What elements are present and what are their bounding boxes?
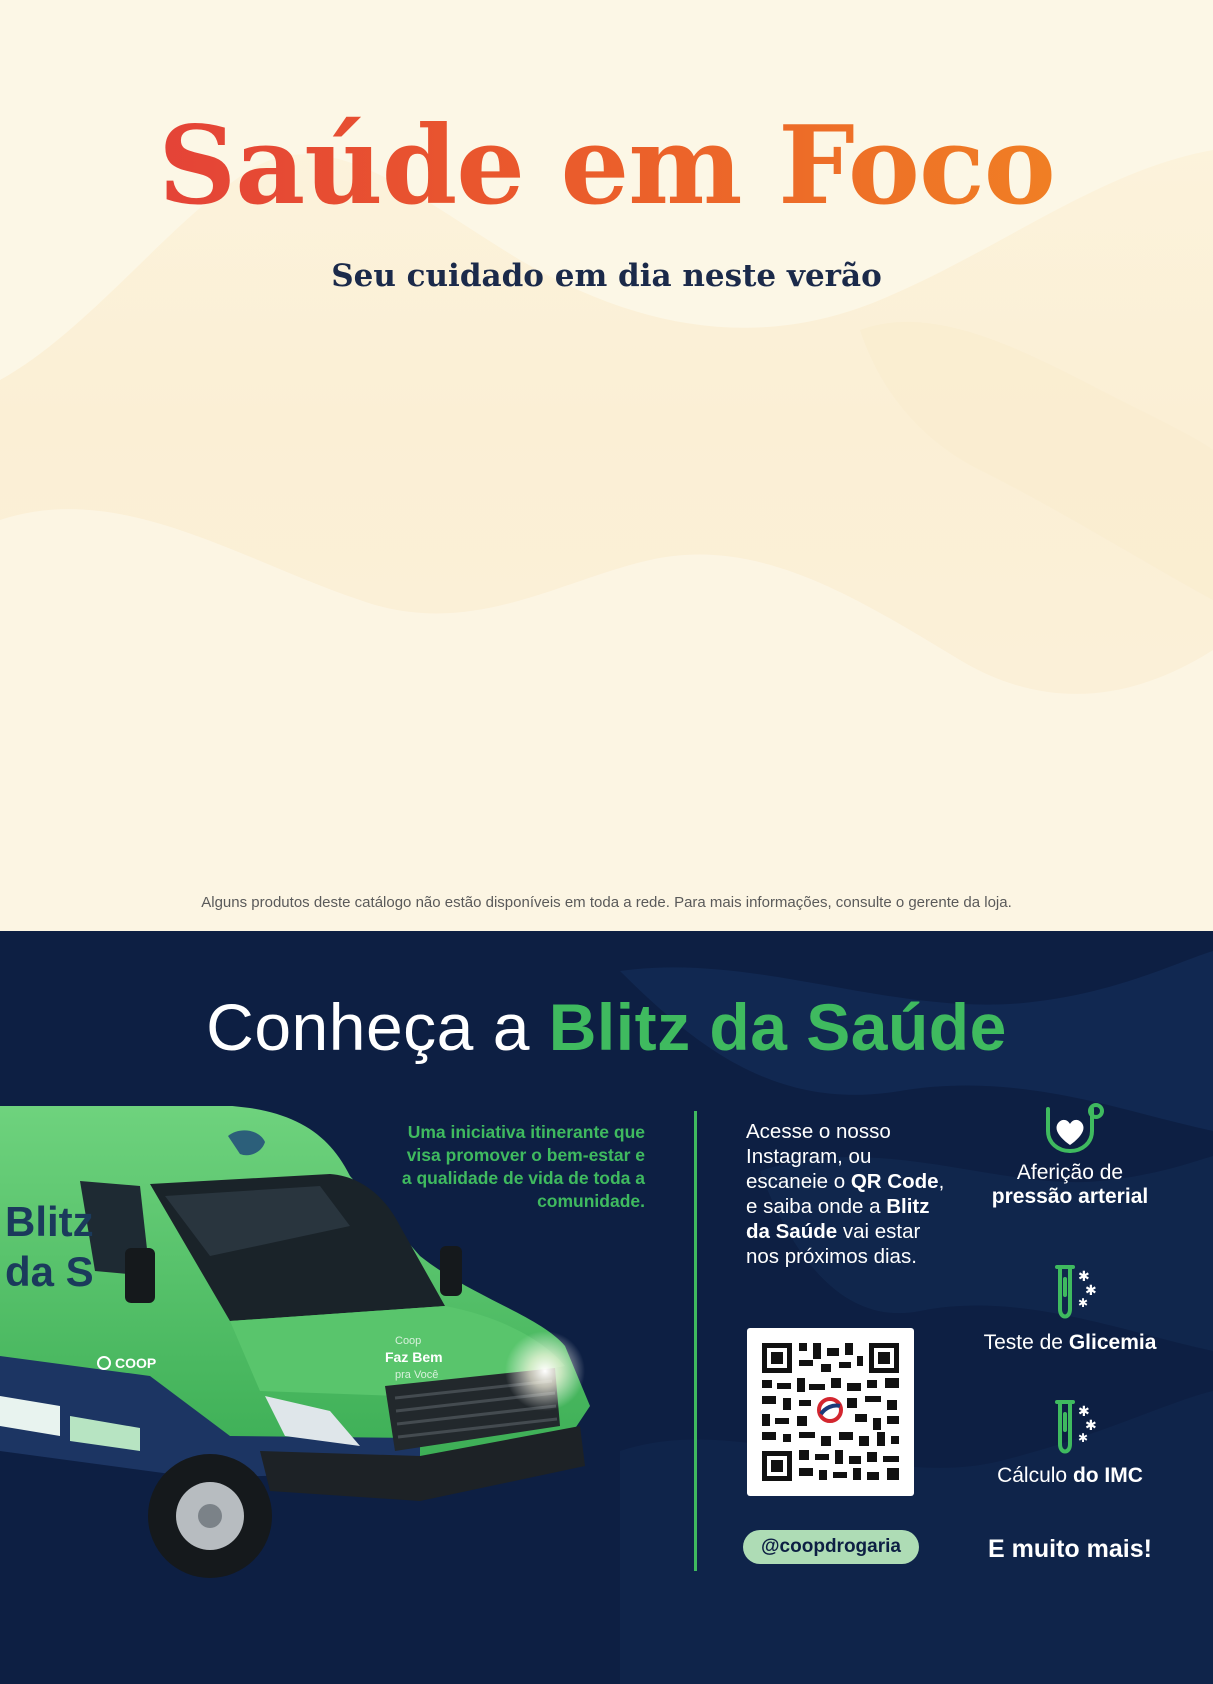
page-title: Saúde em Foco	[0, 112, 1213, 220]
svg-text:✱: ✱	[1078, 1404, 1090, 1420]
access-part-5: vai estar nos próximos dias.	[746, 1220, 921, 1268]
promo-section	[0, 931, 1213, 1684]
feature-2-regular: Teste de	[983, 1331, 1069, 1354]
svg-text:✱: ✱	[1085, 1283, 1097, 1299]
access-part-4: Blitz da Saúde	[746, 1195, 930, 1243]
svg-text:✱: ✱	[1085, 1418, 1097, 1434]
van-side-title-2: da S	[5, 1248, 94, 1295]
feature-2-bold: Glicemia	[1068, 1331, 1157, 1354]
feature-glycemia	[970, 1261, 1170, 1355]
feature-blood-pressure	[970, 1101, 1170, 1209]
disclaimer-text: Alguns produtos deste catálogo não estão disponíveis em toda a rede. Para mais informações, consulte o gerente da loja.	[201, 894, 1012, 911]
page-subtitle: Seu cuidado em dia neste verão	[331, 258, 882, 294]
closing-text: E muito mais!	[988, 1535, 1152, 1563]
feature-1-label	[970, 1161, 1170, 1209]
vertical-divider	[694, 1111, 697, 1571]
feature-1-regular: Aferição de	[1016, 1161, 1124, 1184]
svg-text:✱: ✱	[1078, 1431, 1089, 1445]
feature-3-regular: Cálculo	[997, 1464, 1073, 1487]
feature-3-label	[970, 1464, 1170, 1488]
van-hood-line1: Coop	[395, 1335, 422, 1347]
access-part-2: QR Code	[850, 1170, 939, 1193]
van-hood-line2: Faz Bem	[385, 1349, 443, 1365]
headline-prefix: Conheça a	[206, 990, 549, 1064]
svg-text:✱: ✱	[1078, 1269, 1090, 1285]
access-part-3: , e saiba onde a	[746, 1170, 945, 1218]
qr-code-icon	[747, 1328, 914, 1496]
test-tube-icon	[1035, 1261, 1105, 1323]
svg-text:✱: ✱	[1078, 1296, 1089, 1310]
access-part-1: Acesse o nosso Instagram, ou escaneie o	[746, 1120, 891, 1193]
headline-highlight: Blitz da Saúde	[548, 990, 1007, 1064]
feature-bmi	[970, 1396, 1170, 1488]
van-brand-text: COOP	[115, 1355, 157, 1371]
van-hood-line3: pra Você	[395, 1369, 439, 1381]
access-text	[746, 1119, 956, 1269]
qr-code[interactable]	[747, 1328, 914, 1496]
feature-1-bold: pressão arterial	[991, 1185, 1149, 1208]
intro-text: Uma iniciativa itinerante que visa promover o bem-estar e a qualidade de vida de toda a comunidade.	[401, 1122, 645, 1211]
van-side-title-1: Blitz	[5, 1198, 94, 1245]
instagram-handle-button[interactable]: @coopdrogaria	[743, 1530, 919, 1564]
feature-3-bold: do IMC	[1072, 1464, 1143, 1487]
heart-stethoscope-icon	[1030, 1101, 1110, 1161]
test-tube-icon	[1035, 1396, 1105, 1458]
promo-headline	[0, 989, 1213, 1065]
feature-2-label	[970, 1331, 1170, 1355]
